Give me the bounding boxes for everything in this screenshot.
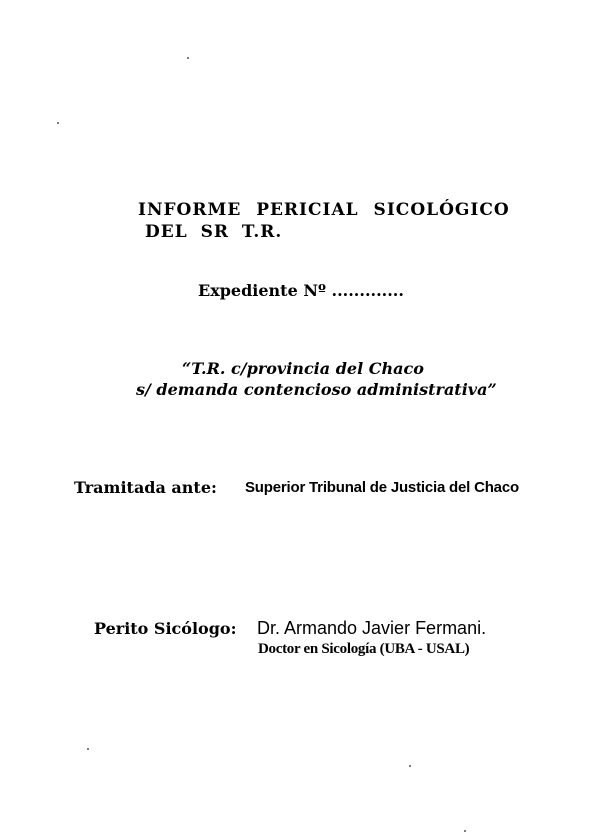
scan-speck [464, 830, 466, 832]
report-title-line-2: DEL SR T.R. [145, 222, 283, 242]
expediente-number: Expediente Nº ............. [198, 281, 404, 300]
scan-speck [87, 748, 89, 750]
perito-name: Dr. Armando Javier Fermani. [257, 618, 487, 638]
scan-speck [57, 122, 59, 124]
scan-speck [409, 765, 411, 767]
tramitada-court: Superior Tribunal de Justicia del Chaco [245, 479, 519, 496]
case-caption-line-2: s/ demanda contencioso administrativa” [136, 380, 497, 399]
tramitada-label: Tramitada ante: [74, 478, 217, 497]
case-caption-line-1: “T.R. c/provincia del Chaco [182, 359, 424, 378]
report-title-line-1: INFORME PERICIAL SICOLÓGICO [138, 200, 510, 220]
perito-label: Perito Sicólogo: [94, 619, 237, 638]
scan-speck [187, 57, 189, 59]
perito-credentials: Doctor en Sicología (UBA - USAL) [258, 641, 470, 657]
